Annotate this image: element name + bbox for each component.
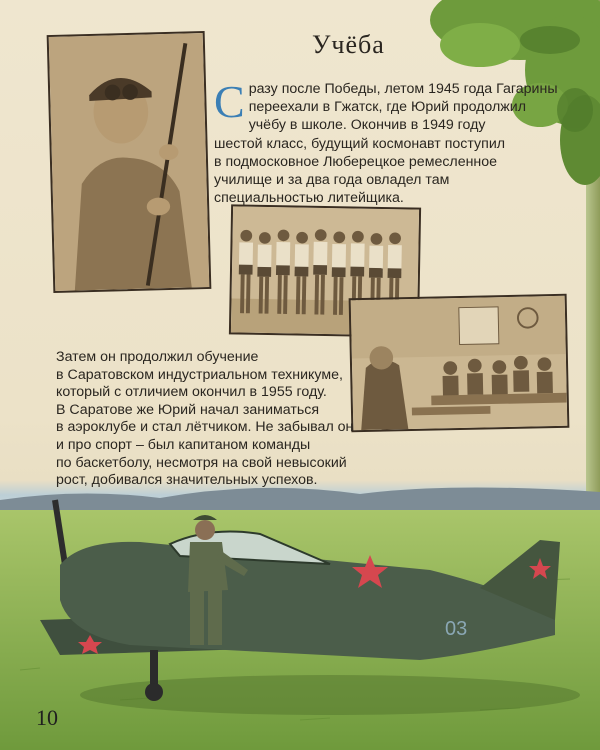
paragraph-line: в Саратовском индустриальном техникуме,	[56, 366, 343, 383]
page-title: Учёба	[312, 30, 385, 59]
drop-cap: С	[214, 76, 245, 127]
paragraph-line: учёбу в школе. Окончив в 1949 году	[248, 117, 486, 134]
paragraph-line: В Саратове же Юрий начал заниматься	[56, 401, 320, 418]
paragraph-line: в аэроклубе и стал лётчиком. Не забывал он	[56, 419, 354, 436]
paragraph-line: переехали в Гжатск, где Юрий продолжил	[248, 99, 526, 116]
paragraph-line: специальностью литейщика.	[214, 190, 404, 207]
paragraph-line: училище и за два года овладел там	[214, 172, 450, 189]
paragraph-line: и про спорт – был капитаном команды	[56, 436, 311, 453]
tail-number: 03	[445, 618, 468, 640]
page-number: 10	[36, 705, 58, 730]
paragraph-line: по баскетболу, несмотря на свой невысокий	[56, 454, 347, 471]
paragraph-line: рост, добивался значительных успехов.	[56, 472, 318, 489]
paragraph-line: разу после Победы, летом 1945 года Гагарины	[248, 81, 558, 97]
paragraph-intro	[214, 76, 584, 207]
paragraph-saratov	[56, 349, 356, 490]
paragraph-line: который с отличием окончил в 1955 году.	[56, 384, 327, 401]
paragraph-line: в подмосковное Люберецкое ремесленное	[214, 153, 498, 170]
paragraph-line: шестой класс, будущий космонавт поступил	[214, 135, 506, 152]
classroom-illustration	[349, 294, 570, 433]
portrait-illustration	[47, 31, 212, 293]
paragraph-line: Затем он продолжил обучение	[56, 349, 259, 365]
airfield-illustration	[0, 470, 600, 750]
